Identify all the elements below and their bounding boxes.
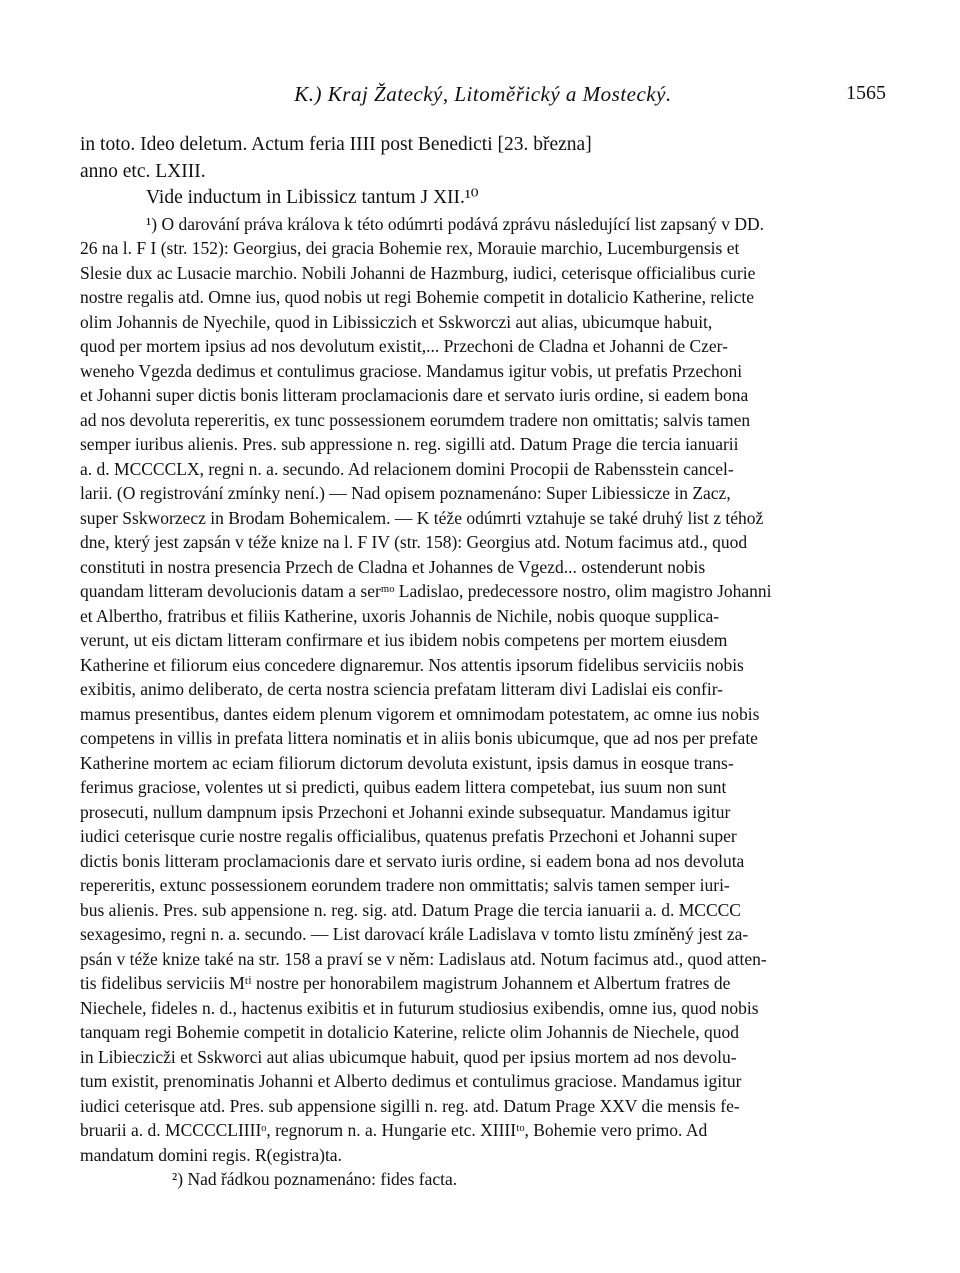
footnote-line: super Sskworzecz in Brodam Bohemicalem. — K téže odúmrti vztahuje se také druhý list z téhož	[80, 507, 764, 528]
footnote-line: sexagesimo, regni n. a. secundo. — List darovací krále Ladislava v tomto listu zmíněný jest za-	[80, 924, 749, 944]
footnote-line: mandatum domini regis. R(egistra)ta.	[80, 1144, 342, 1165]
footnote-line: bus alienis. Pres. sub appensione n. reg. sig. atd. Datum Prage die tercia ianuarii a. d. MCCCC	[80, 899, 741, 920]
footnote-line: iudici ceterisque curie nostre regalis officialibus, quatenus prefatis Przechoni et Johanni super	[80, 826, 737, 846]
footnote-2: ²) Nad řádkou poznamenáno: fides facta.	[172, 1169, 458, 1189]
footnote-line: mamus presentibus, dantes eidem plenum vigorem et omnimodam potestatem, ac omne ius nobis	[80, 703, 760, 724]
footnote-line: quandam litteram devolucionis datam a serᵐᵒ Ladislao, predecessore nostro, olim magistro Johanni	[80, 581, 772, 601]
footnote-line: dictis bonis litteram proclamacionis dare et servato iuris ordine, si eadem bona ad nos devoluta	[80, 850, 745, 871]
footnote-line: exibitis, animo deliberato, de certa nostra sciencia prefatam litteram divi Ladislai eis confir-	[80, 679, 724, 699]
footnote-line: ¹) O darování práva králova k této odúmrti podává zprávu následující list zapsaný v DD.	[146, 213, 765, 234]
footnote-line: quod per mortem ipsius ad nos devolutum existit,... Przechoni de Cladna et Johanni de Czer-	[80, 336, 728, 356]
footnote-line: Katherine et filiorum eius concedere dignaremur. Nos attentis ipsorum fidelibus serviciis nobis	[80, 654, 744, 675]
footnote-line: tanquam regi Bohemie competit in dotalicio Katerine, relicte olim Johannis de Niechele, quod	[80, 1022, 739, 1042]
footnote-line: iudici ceterisque atd. Pres. sub appensione sigilli n. reg. atd. Datum Prage XXV die mensis fe-	[80, 1095, 740, 1116]
footnote-line: competens in villis in prefata littera nominatis et in aliis bonis ubicumque, que ad nos per prefate	[80, 728, 758, 748]
footnote-line: verunt, ut eis dictam litteram confirmare et ius ibidem nobis competens per mortem eiusdem	[80, 630, 728, 650]
footnote-line: psán v téže knize také na str. 158 a praví se v něm: Ladislaus atd. Notum facimus atd., quod atten-	[80, 948, 767, 969]
footnote-line: tis fidelibus serviciis Mᵗⁱ nostre per honorabilem magistrum Johannem et Albertum fratres de	[80, 973, 731, 993]
body-line: in toto. Ideo deletum. Actum feria IIII post Benedicti [23. března]	[80, 134, 592, 155]
page-header	[80, 82, 886, 112]
footnote-line: ferimus graciose, volentes ut si predicti, quibus eadem littera competebat, ius suum non sunt	[80, 777, 727, 797]
footnote-line: weneho Vgezda dedimus et contulimus graciose. Mandamus igitur vobis, ut prefatis Przechoni	[80, 360, 743, 381]
body-line: anno etc. LXIII.	[80, 160, 206, 182]
footnote-line: nostre regalis atd. Omne ius, quod nobis ut regi Bohemie competit in dotalicio Katherine, relicte	[80, 287, 755, 307]
footnote-line: Katherine mortem ac eciam filiorum dictorum devoluta existunt, ipsis damus in eosque trans-	[80, 752, 734, 773]
footnote-line: a. d. MCCCCLX, regni n. a. secundo. Ad relacionem domini Procopii de Rabensstein cancel-	[80, 458, 734, 479]
footnote-line: bruarii a. d. MCCCCLIIIIᵒ, regnorum n. a. Hungarie etc. XIIIIᵗᵒ, Bohemie vero primo. Ad	[80, 1120, 708, 1140]
footnote-line: Slesie dux ac Lusacie marchio. Nobili Johanni de Hazmburg, iudici, ceterisque officialibus curie	[80, 262, 756, 283]
footnote-line: constituti in nostra presencia Przech de Cladna et Johannes de Vgezd... ostenderunt nobis	[80, 556, 706, 577]
page-body	[80, 132, 886, 1192]
page-number: 1565	[846, 82, 886, 104]
footnote-line: 26 na l. F I (str. 152): Georgius, dei gracia Bohemie rex, Morauie marchio, Lucemburgensis et	[80, 238, 740, 258]
footnote-line: Niechele, fideles n. d., hactenus exibitis et in futurum studiosius exibendis, omne ius, quod nobis	[80, 997, 759, 1018]
footnote-line: et Johanni super dictis bonis litteram proclamacionis dare et servato iuris ordine, si eadem bona	[80, 385, 749, 405]
footnote-line: et Albertho, fratribus et filiis Katherine, uxoris Johannis de Nichile, nobis quoque supplica-	[80, 605, 720, 626]
footnote-line: prosecuti, nullum dampnum ipsis Przechoni et Johanni exinde subsequatur. Mandamus igitur	[80, 801, 731, 822]
body-line: Vide inductum in Libissicz tantum J XII.¹⁰	[146, 187, 479, 208]
running-head: K.) Kraj Žatecký, Litoměřický a Mostecký.	[294, 82, 672, 106]
footnote-line: semper iuribus alienis. Pres. sub appressione n. reg. sigilli atd. Datum Prage die tercia ianuarii	[80, 434, 739, 454]
footnote-line: in Libieczicži et Sskworci aut alias ubicumque habuit, quod per ipsius mortem ad nos devolu-	[80, 1046, 737, 1067]
footnote-line: ad nos devoluta repereritis, ex tunc possessionem eorumdem tradere non omittatis; salvis tamen	[80, 409, 751, 430]
footnote-line: tum existit, prenominatis Johanni et Alberto dedimus et contulimus graciose. Mandamus igitur	[80, 1071, 742, 1091]
footnote-line: repereritis, extunc possessionem eorundem tradere non ommittatis; salvis tamen semper iuri-	[80, 875, 730, 895]
footnote-line: dne, který jest zapsán v téže knize na l. F IV (str. 158): Georgius atd. Notum facimus atd., quod	[80, 532, 748, 552]
footnote-line: larii. (O registrování zmínky není.) — Nad opisem poznamenáno: Super Libiessicze in Zacz,	[80, 483, 731, 503]
footnote-1	[80, 212, 886, 1168]
footnote-line: olim Johannis de Nyechile, quod in Libissiczich et Sskworczi aut alias, ubicumque habuit,	[80, 311, 713, 332]
